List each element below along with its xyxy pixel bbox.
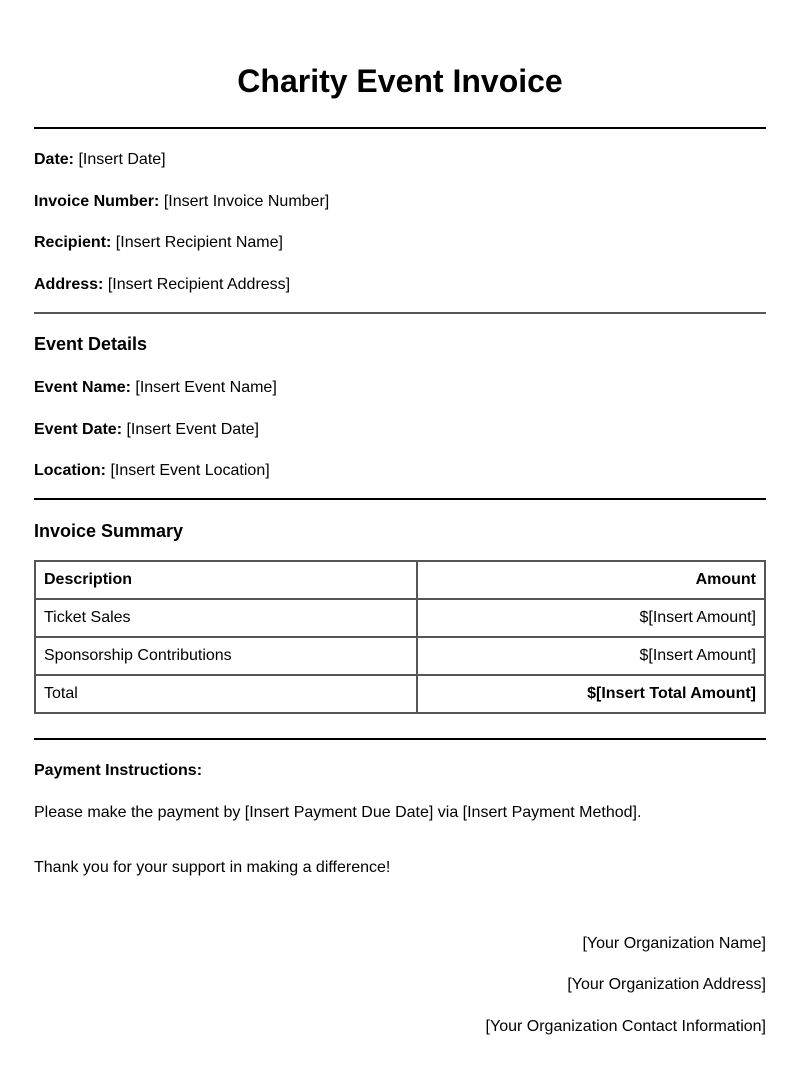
location-value: [Insert Event Location] [110, 462, 270, 479]
thank-you-message: Thank you for your support in making a difference! [34, 859, 391, 876]
address-field [34, 275, 290, 295]
total-row [35, 675, 765, 713]
invoice-summary-table [34, 560, 766, 714]
table-row [35, 637, 765, 675]
total-amount: $[Insert Total Amount] [417, 675, 765, 713]
address-label: Address: [34, 276, 104, 293]
table-header-row [35, 561, 765, 599]
date-field [34, 150, 166, 170]
recipient-value: [Insert Recipient Name] [115, 234, 283, 251]
invoice-number-field [34, 192, 329, 212]
row-description: Sponsorship Contributions [35, 637, 417, 675]
organization-address: [Your Organization Address] [567, 976, 766, 993]
row-description: Ticket Sales [35, 599, 417, 637]
invoice-number-value: [Insert Invoice Number] [163, 193, 330, 210]
event-details-heading: Event Details [34, 334, 148, 354]
total-label: Total [35, 675, 417, 713]
location-label: Location: [34, 462, 106, 479]
event-divider [34, 498, 766, 500]
address-value: [Insert Recipient Address] [107, 276, 291, 293]
event-name-field [34, 378, 277, 398]
title-divider [34, 127, 766, 129]
page-title: Charity Event Invoice [237, 63, 563, 99]
description-column-header: Description [35, 561, 417, 599]
header-divider [34, 312, 766, 314]
invoice-number-label: Invoice Number: [34, 193, 160, 210]
recipient-field [34, 233, 283, 253]
table-row [35, 599, 765, 637]
event-name-value: [Insert Event Name] [135, 379, 277, 396]
recipient-label: Recipient: [34, 234, 112, 251]
table-divider [34, 738, 766, 740]
row-amount: $[Insert Amount] [417, 637, 765, 675]
payment-instructions-heading [34, 761, 202, 781]
payment-instructions-text: Please make the payment by [Insert Payment Due Date] via [Insert Payment Method]. [34, 804, 642, 821]
location-field [34, 461, 270, 481]
event-name-label: Event Name: [34, 379, 131, 396]
organization-contact: [Your Organization Contact Information] [485, 1018, 766, 1035]
amount-column-header: Amount [417, 561, 765, 599]
event-date-value: [Insert Event Date] [126, 421, 259, 438]
date-label: Date: [34, 151, 75, 168]
event-date-label: Event Date: [34, 421, 123, 438]
payment-heading-text: Payment Instructions: [34, 762, 203, 779]
event-date-field [34, 420, 259, 440]
organization-name: [Your Organization Name] [582, 935, 766, 952]
row-amount: $[Insert Amount] [417, 599, 765, 637]
invoice-summary-heading: Invoice Summary [34, 521, 184, 541]
date-value: [Insert Date] [78, 151, 166, 168]
